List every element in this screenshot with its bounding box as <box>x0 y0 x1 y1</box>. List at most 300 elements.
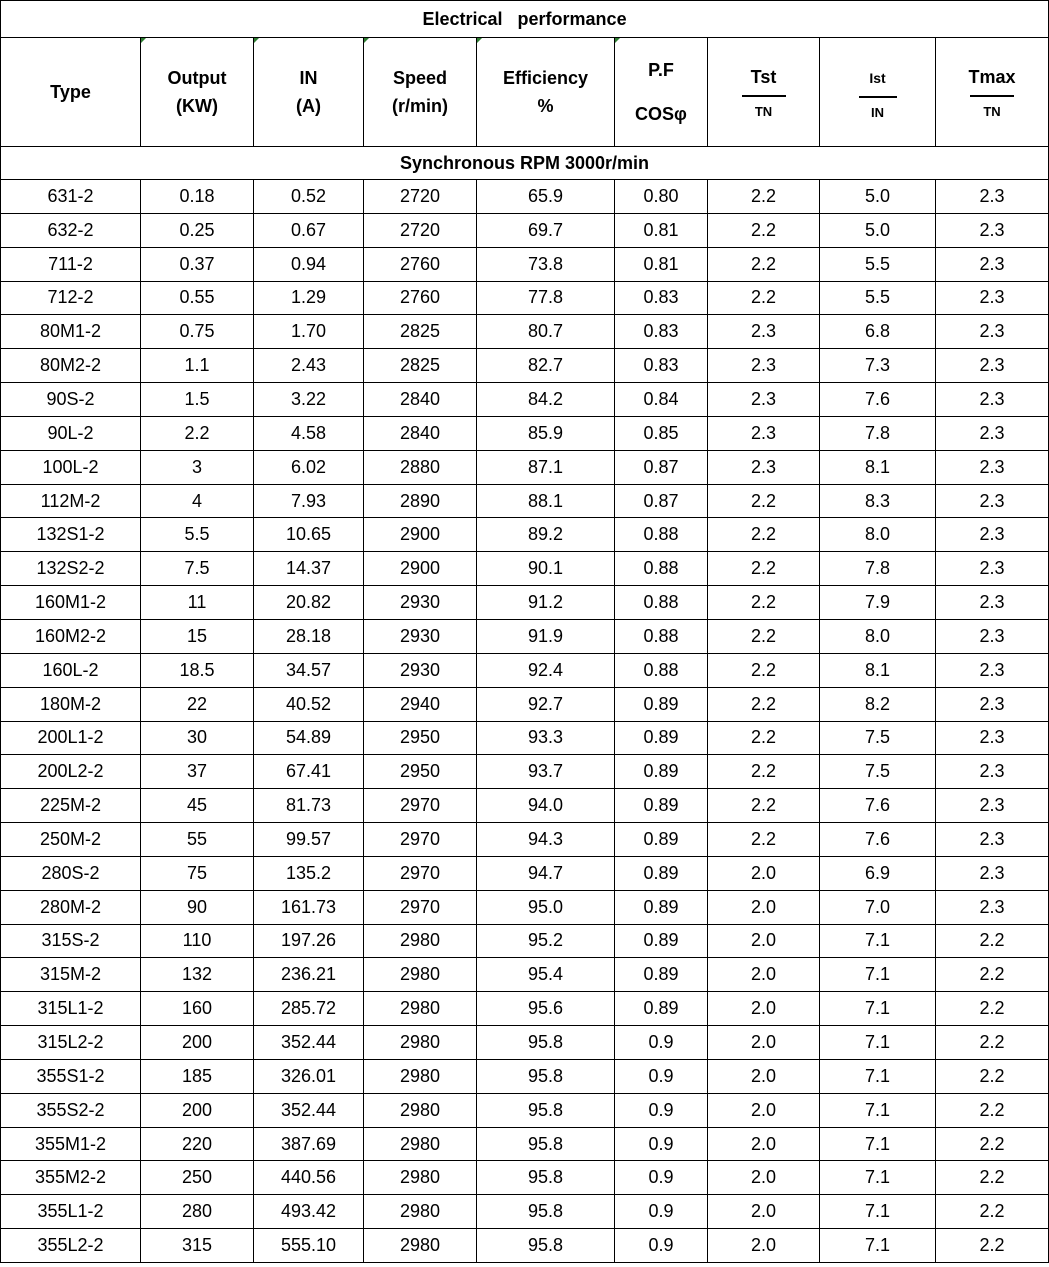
cell-speed: 2930 <box>364 586 477 620</box>
cell-type: 711-2 <box>1 247 141 281</box>
cell-output: 0.25 <box>141 213 254 247</box>
cell-tmax-ratio: 2.2 <box>936 1161 1049 1195</box>
cell-pf: 0.88 <box>615 586 708 620</box>
cell-speed: 2900 <box>364 518 477 552</box>
cell-output: 75 <box>141 856 254 890</box>
cell-in: 352.44 <box>254 1093 364 1127</box>
cell-ist-ratio: 7.6 <box>820 383 936 417</box>
cell-pf: 0.89 <box>615 755 708 789</box>
table-row <box>1 1127 1049 1161</box>
cell-in: 99.57 <box>254 823 364 857</box>
cell-type: 280M-2 <box>1 890 141 924</box>
cell-ist-ratio: 8.1 <box>820 450 936 484</box>
cell-tmax-ratio: 2.3 <box>936 856 1049 890</box>
cell-in: 0.67 <box>254 213 364 247</box>
table-row <box>1 484 1049 518</box>
cell-output: 0.37 <box>141 247 254 281</box>
table-row <box>1 1161 1049 1195</box>
cell-output: 185 <box>141 1059 254 1093</box>
cell-efficiency: 92.4 <box>477 653 615 687</box>
table-row <box>1 823 1049 857</box>
cell-in: 2.43 <box>254 349 364 383</box>
tst-fraction <box>742 65 786 121</box>
cell-pf: 0.88 <box>615 653 708 687</box>
cell-pf: 0.83 <box>615 349 708 383</box>
cell-output: 90 <box>141 890 254 924</box>
table-row <box>1 924 1049 958</box>
cell-tst-ratio: 2.2 <box>708 213 820 247</box>
cell-speed: 2890 <box>364 484 477 518</box>
cell-ist-ratio: 7.8 <box>820 416 936 450</box>
cell-tst-ratio: 2.0 <box>708 1229 820 1263</box>
table-row <box>1 687 1049 721</box>
cell-output: 5.5 <box>141 518 254 552</box>
table-row <box>1 416 1049 450</box>
cell-ist-ratio: 7.1 <box>820 958 936 992</box>
cell-tst-ratio: 2.2 <box>708 721 820 755</box>
cell-pf: 0.81 <box>615 213 708 247</box>
cell-speed: 2760 <box>364 281 477 315</box>
table-row <box>1 180 1049 214</box>
cell-tst-ratio: 2.0 <box>708 1026 820 1060</box>
cell-ist-ratio: 7.1 <box>820 1026 936 1060</box>
cell-in: 3.22 <box>254 383 364 417</box>
cell-efficiency: 94.3 <box>477 823 615 857</box>
cell-efficiency: 91.9 <box>477 619 615 653</box>
table-row <box>1 1059 1049 1093</box>
cell-ist-ratio: 7.0 <box>820 890 936 924</box>
cell-ist-ratio: 7.1 <box>820 1229 936 1263</box>
cell-efficiency: 95.8 <box>477 1026 615 1060</box>
cell-speed: 2900 <box>364 552 477 586</box>
cell-pf: 0.89 <box>615 890 708 924</box>
cell-ist-ratio: 5.0 <box>820 180 936 214</box>
green-corner-mark <box>477 38 482 43</box>
cell-in: 352.44 <box>254 1026 364 1060</box>
cell-speed: 2950 <box>364 721 477 755</box>
cell-efficiency: 65.9 <box>477 180 615 214</box>
cell-pf: 0.87 <box>615 484 708 518</box>
cell-tst-ratio: 2.2 <box>708 247 820 281</box>
table-row <box>1 721 1049 755</box>
cell-ist-ratio: 6.8 <box>820 315 936 349</box>
cell-efficiency: 95.4 <box>477 958 615 992</box>
cell-tmax-ratio: 2.3 <box>936 213 1049 247</box>
cell-pf: 0.9 <box>615 1229 708 1263</box>
cell-type: 80M1-2 <box>1 315 141 349</box>
cell-tst-ratio: 2.0 <box>708 992 820 1026</box>
tst-denominator: TN <box>754 104 773 119</box>
cell-tst-ratio: 2.3 <box>708 349 820 383</box>
cell-speed: 2980 <box>364 1093 477 1127</box>
cell-efficiency: 84.2 <box>477 383 615 417</box>
cell-ist-ratio: 7.3 <box>820 349 936 383</box>
cell-pf: 0.83 <box>615 281 708 315</box>
cell-speed: 2880 <box>364 450 477 484</box>
cell-output: 3 <box>141 450 254 484</box>
tst-numerator: Tst <box>750 67 777 87</box>
cell-speed: 2970 <box>364 856 477 890</box>
cell-ist-ratio: 8.0 <box>820 619 936 653</box>
cell-efficiency: 88.1 <box>477 484 615 518</box>
cell-speed: 2970 <box>364 789 477 823</box>
cell-output: 22 <box>141 687 254 721</box>
cell-tmax-ratio: 2.3 <box>936 518 1049 552</box>
cell-ist-ratio: 7.1 <box>820 924 936 958</box>
cell-tmax-ratio: 2.3 <box>936 383 1049 417</box>
table-row <box>1 1229 1049 1263</box>
cell-output: 2.2 <box>141 416 254 450</box>
cell-output: 1.5 <box>141 383 254 417</box>
cell-output: 45 <box>141 789 254 823</box>
cell-type: 90L-2 <box>1 416 141 450</box>
cell-tst-ratio: 2.0 <box>708 856 820 890</box>
cell-tst-ratio: 2.3 <box>708 315 820 349</box>
cell-efficiency: 95.8 <box>477 1195 615 1229</box>
cell-tst-ratio: 2.0 <box>708 958 820 992</box>
cell-efficiency: 91.2 <box>477 586 615 620</box>
header-in-label: IN <box>299 68 318 88</box>
cell-tmax-ratio: 2.2 <box>936 924 1049 958</box>
header-output <box>141 38 254 147</box>
cell-speed: 2970 <box>364 890 477 924</box>
cell-type: 632-2 <box>1 213 141 247</box>
cell-speed: 2980 <box>364 1229 477 1263</box>
table-row <box>1 383 1049 417</box>
cell-type: 355L2-2 <box>1 1229 141 1263</box>
header-speed <box>364 38 477 147</box>
cell-ist-ratio: 5.5 <box>820 247 936 281</box>
cell-type: 225M-2 <box>1 789 141 823</box>
cell-output: 220 <box>141 1127 254 1161</box>
header-speed-unit: (r/min) <box>392 96 448 116</box>
cell-in: 34.57 <box>254 653 364 687</box>
cell-output: 0.55 <box>141 281 254 315</box>
table-row <box>1 958 1049 992</box>
cell-efficiency: 73.8 <box>477 247 615 281</box>
cell-tmax-ratio: 2.2 <box>936 958 1049 992</box>
cell-pf: 0.89 <box>615 992 708 1026</box>
cell-type: 160M2-2 <box>1 619 141 653</box>
cell-in: 135.2 <box>254 856 364 890</box>
cell-speed: 2980 <box>364 1195 477 1229</box>
cell-in: 1.70 <box>254 315 364 349</box>
cell-type: 315S-2 <box>1 924 141 958</box>
cell-in: 81.73 <box>254 789 364 823</box>
cell-output: 11 <box>141 586 254 620</box>
cell-pf: 0.80 <box>615 180 708 214</box>
cell-in: 14.37 <box>254 552 364 586</box>
cell-pf: 0.84 <box>615 383 708 417</box>
cell-tst-ratio: 2.0 <box>708 1093 820 1127</box>
cell-efficiency: 69.7 <box>477 213 615 247</box>
cell-tmax-ratio: 2.3 <box>936 653 1049 687</box>
header-output-unit: (KW) <box>176 96 218 116</box>
cell-in: 0.52 <box>254 180 364 214</box>
cell-pf: 0.9 <box>615 1059 708 1093</box>
cell-tmax-ratio: 2.3 <box>936 180 1049 214</box>
table-row <box>1 755 1049 789</box>
ist-numerator: Ist <box>869 69 886 86</box>
cell-efficiency: 92.7 <box>477 687 615 721</box>
cell-tmax-ratio: 2.3 <box>936 619 1049 653</box>
cell-speed: 2930 <box>364 619 477 653</box>
cell-pf: 0.9 <box>615 1161 708 1195</box>
cell-type: 355M2-2 <box>1 1161 141 1195</box>
cell-pf: 0.89 <box>615 823 708 857</box>
cell-tmax-ratio: 2.3 <box>936 247 1049 281</box>
table-row <box>1 281 1049 315</box>
cell-efficiency: 93.3 <box>477 721 615 755</box>
cell-tst-ratio: 2.2 <box>708 789 820 823</box>
cell-tmax-ratio: 2.2 <box>936 1195 1049 1229</box>
cell-tst-ratio: 2.0 <box>708 924 820 958</box>
cell-pf: 0.89 <box>615 856 708 890</box>
header-speed-label: Speed <box>392 68 448 88</box>
cell-speed: 2950 <box>364 755 477 789</box>
cell-output: 4 <box>141 484 254 518</box>
cell-tst-ratio: 2.2 <box>708 653 820 687</box>
table-row <box>1 789 1049 823</box>
table-row <box>1 1093 1049 1127</box>
cell-type: 80M2-2 <box>1 349 141 383</box>
fraction-bar <box>859 96 897 98</box>
cell-ist-ratio: 7.1 <box>820 1195 936 1229</box>
header-pf-cos: COSφ <box>635 104 687 124</box>
table-row <box>1 992 1049 1026</box>
cell-type: 355M1-2 <box>1 1127 141 1161</box>
cell-type: 355S2-2 <box>1 1093 141 1127</box>
cell-in: 440.56 <box>254 1161 364 1195</box>
cell-output: 160 <box>141 992 254 1026</box>
cell-ist-ratio: 7.9 <box>820 586 936 620</box>
cell-tst-ratio: 2.3 <box>708 450 820 484</box>
table-row <box>1 586 1049 620</box>
cell-tmax-ratio: 2.3 <box>936 349 1049 383</box>
cell-tst-ratio: 2.0 <box>708 1127 820 1161</box>
cell-type: 315M-2 <box>1 958 141 992</box>
table-row <box>1 1026 1049 1060</box>
cell-pf: 0.87 <box>615 450 708 484</box>
cell-tmax-ratio: 2.3 <box>936 789 1049 823</box>
header-pf-label: P.F <box>648 60 674 80</box>
cell-speed: 2940 <box>364 687 477 721</box>
cell-ist-ratio: 8.3 <box>820 484 936 518</box>
cell-ist-ratio: 5.0 <box>820 213 936 247</box>
cell-efficiency: 95.0 <box>477 890 615 924</box>
cell-efficiency: 93.7 <box>477 755 615 789</box>
cell-tst-ratio: 2.0 <box>708 1195 820 1229</box>
cell-efficiency: 95.8 <box>477 1229 615 1263</box>
cell-speed: 2980 <box>364 1161 477 1195</box>
cell-output: 18.5 <box>141 653 254 687</box>
cell-output: 15 <box>141 619 254 653</box>
cell-tst-ratio: 2.2 <box>708 281 820 315</box>
cell-speed: 2980 <box>364 1059 477 1093</box>
cell-tmax-ratio: 2.3 <box>936 721 1049 755</box>
cell-in: 236.21 <box>254 958 364 992</box>
cell-type: 112M-2 <box>1 484 141 518</box>
cell-type: 631-2 <box>1 180 141 214</box>
cell-speed: 2760 <box>364 247 477 281</box>
cell-ist-ratio: 7.1 <box>820 1093 936 1127</box>
cell-tst-ratio: 2.2 <box>708 687 820 721</box>
cell-ist-ratio: 7.1 <box>820 992 936 1026</box>
cell-tmax-ratio: 2.3 <box>936 484 1049 518</box>
cell-efficiency: 89.2 <box>477 518 615 552</box>
cell-tmax-ratio: 2.2 <box>936 1093 1049 1127</box>
cell-tmax-ratio: 2.3 <box>936 687 1049 721</box>
cell-ist-ratio: 7.1 <box>820 1059 936 1093</box>
cell-type: 315L2-2 <box>1 1026 141 1060</box>
cell-tmax-ratio: 2.3 <box>936 586 1049 620</box>
header-type-label: Type <box>50 82 91 102</box>
cell-type: 250M-2 <box>1 823 141 857</box>
cell-in: 326.01 <box>254 1059 364 1093</box>
cell-type: 100L-2 <box>1 450 141 484</box>
cell-efficiency: 87.1 <box>477 450 615 484</box>
cell-in: 20.82 <box>254 586 364 620</box>
cell-efficiency: 85.9 <box>477 416 615 450</box>
header-efficiency-unit: % <box>537 96 554 116</box>
cell-ist-ratio: 7.6 <box>820 823 936 857</box>
cell-tmax-ratio: 2.2 <box>936 1229 1049 1263</box>
cell-speed: 2720 <box>364 213 477 247</box>
table-row <box>1 349 1049 383</box>
cell-tst-ratio: 2.2 <box>708 518 820 552</box>
cell-tst-ratio: 2.2 <box>708 180 820 214</box>
cell-output: 110 <box>141 924 254 958</box>
cell-type: 355L1-2 <box>1 1195 141 1229</box>
table-title: Electrical performance <box>1 1 1049 38</box>
fraction-bar <box>742 95 786 97</box>
header-efficiency <box>477 38 615 147</box>
cell-in: 6.02 <box>254 450 364 484</box>
header-tst-ratio <box>708 38 820 147</box>
cell-ist-ratio: 7.1 <box>820 1161 936 1195</box>
cell-speed: 2840 <box>364 383 477 417</box>
cell-tst-ratio: 2.2 <box>708 484 820 518</box>
table-row <box>1 213 1049 247</box>
cell-pf: 0.9 <box>615 1195 708 1229</box>
cell-pf: 0.9 <box>615 1093 708 1127</box>
cell-tst-ratio: 2.2 <box>708 755 820 789</box>
cell-output: 1.1 <box>141 349 254 383</box>
cell-efficiency: 95.8 <box>477 1059 615 1093</box>
cell-pf: 0.85 <box>615 416 708 450</box>
cell-tmax-ratio: 2.3 <box>936 281 1049 315</box>
header-ist-ratio <box>820 38 936 147</box>
cell-type: 132S1-2 <box>1 518 141 552</box>
table-row <box>1 890 1049 924</box>
cell-ist-ratio: 7.8 <box>820 552 936 586</box>
cell-output: 200 <box>141 1093 254 1127</box>
cell-tst-ratio: 2.2 <box>708 619 820 653</box>
cell-output: 30 <box>141 721 254 755</box>
cell-pf: 0.81 <box>615 247 708 281</box>
cell-ist-ratio: 6.9 <box>820 856 936 890</box>
cell-tmax-ratio: 2.3 <box>936 755 1049 789</box>
cell-speed: 2980 <box>364 1127 477 1161</box>
cell-tmax-ratio: 2.2 <box>936 1127 1049 1161</box>
cell-tmax-ratio: 2.2 <box>936 1059 1049 1093</box>
cell-efficiency: 95.8 <box>477 1093 615 1127</box>
cell-efficiency: 95.8 <box>477 1127 615 1161</box>
green-corner-mark <box>364 38 369 43</box>
cell-efficiency: 90.1 <box>477 552 615 586</box>
cell-ist-ratio: 7.5 <box>820 721 936 755</box>
cell-in: 40.52 <box>254 687 364 721</box>
cell-efficiency: 95.6 <box>477 992 615 1026</box>
cell-speed: 2980 <box>364 924 477 958</box>
cell-tst-ratio: 2.2 <box>708 586 820 620</box>
cell-output: 0.18 <box>141 180 254 214</box>
cell-output: 7.5 <box>141 552 254 586</box>
cell-efficiency: 94.7 <box>477 856 615 890</box>
cell-type: 712-2 <box>1 281 141 315</box>
table-row <box>1 247 1049 281</box>
cell-ist-ratio: 7.6 <box>820 789 936 823</box>
cell-type: 160M1-2 <box>1 586 141 620</box>
cell-pf: 0.89 <box>615 687 708 721</box>
tmax-numerator: Tmax <box>968 67 1016 87</box>
cell-ist-ratio: 7.5 <box>820 755 936 789</box>
cell-tmax-ratio: 2.3 <box>936 315 1049 349</box>
cell-output: 132 <box>141 958 254 992</box>
ist-fraction <box>859 66 897 122</box>
cell-pf: 0.89 <box>615 958 708 992</box>
cell-tst-ratio: 2.3 <box>708 383 820 417</box>
cell-pf: 0.89 <box>615 789 708 823</box>
cell-type: 200L2-2 <box>1 755 141 789</box>
cell-output: 250 <box>141 1161 254 1195</box>
cell-tst-ratio: 2.2 <box>708 823 820 857</box>
cell-tmax-ratio: 2.3 <box>936 890 1049 924</box>
cell-speed: 2840 <box>364 416 477 450</box>
cell-speed: 2980 <box>364 992 477 1026</box>
cell-in: 197.26 <box>254 924 364 958</box>
column-header-row <box>1 38 1049 147</box>
green-corner-mark <box>141 38 146 43</box>
cell-in: 0.94 <box>254 247 364 281</box>
cell-efficiency: 95.8 <box>477 1161 615 1195</box>
cell-in: 4.58 <box>254 416 364 450</box>
tmax-denominator: TN <box>983 104 1001 119</box>
table-row <box>1 619 1049 653</box>
green-corner-mark <box>254 38 259 43</box>
cell-speed: 2980 <box>364 1026 477 1060</box>
cell-tmax-ratio: 2.3 <box>936 823 1049 857</box>
cell-speed: 2930 <box>364 653 477 687</box>
cell-pf: 0.9 <box>615 1127 708 1161</box>
cell-efficiency: 82.7 <box>477 349 615 383</box>
cell-efficiency: 77.8 <box>477 281 615 315</box>
cell-type: 280S-2 <box>1 856 141 890</box>
header-power-factor <box>615 38 708 147</box>
cell-type: 132S2-2 <box>1 552 141 586</box>
header-output-label: Output <box>167 68 227 88</box>
cell-output: 37 <box>141 755 254 789</box>
cell-tmax-ratio: 2.3 <box>936 416 1049 450</box>
cell-in: 161.73 <box>254 890 364 924</box>
header-type <box>1 38 141 147</box>
cell-pf: 0.88 <box>615 619 708 653</box>
section-heading: Synchronous RPM 3000r/min <box>1 147 1049 180</box>
cell-output: 280 <box>141 1195 254 1229</box>
cell-tmax-ratio: 2.2 <box>936 992 1049 1026</box>
cell-type: 200L1-2 <box>1 721 141 755</box>
cell-in: 10.65 <box>254 518 364 552</box>
